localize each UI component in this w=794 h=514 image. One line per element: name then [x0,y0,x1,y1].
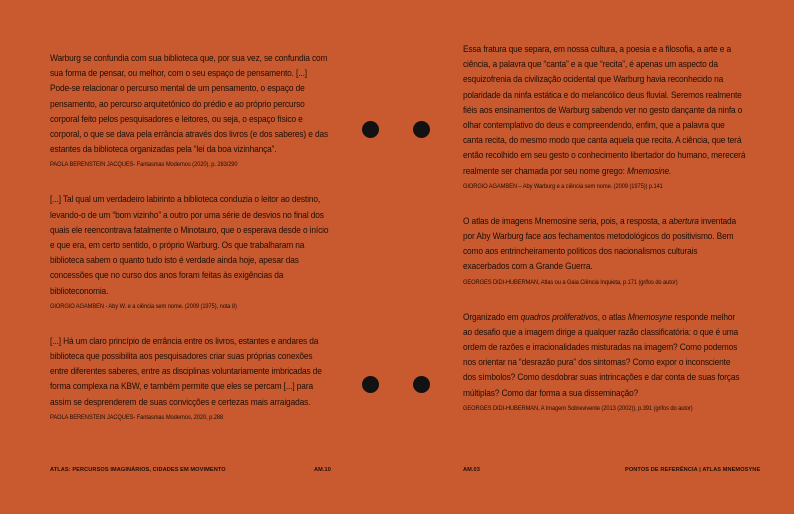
quote-citation: PAOLA BERENSTEIN JACQUES- Fantasmas Modernos (2020), p. 283/290 [50,161,238,169]
quote-block-1 [50,51,332,170]
right-page [397,0,794,514]
binding-hole-icon [362,376,379,393]
quote-block-3 [463,310,747,414]
right-column [463,42,747,436]
quote-block-2 [50,192,332,311]
quote-text: O atlas de imagens Mnemosine seria, pois, a resposta, a abertura inventada por Aby Warburg face aos fechamentos metodológicos do positivismo. Bem como aos entrincheiramento políticos dos nacionalismos culturais exacerbados com a Grande Guerra. [463,215,737,272]
page-number-right: AM.03 [463,467,480,473]
quote-text: Essa fratura que separa, em nossa cultura, a poesia e a filosofia, a arte e a ciência, a palavra que “canta” e a que “recita”, é apenas um aspecto da esquizofrenia da civilização ocidental que Warburg havia reconhecido na polaridade da ninfa estática e do melancólico deus fluvial. Seremos realmente fiéis aos ensinamentos de Warburg sabendo ver no gesto dançante da ninfa o olhar contemplativo do deus e compreendendo, enfim, que a palavra que canta recita, do mesmo modo que canta aquela que recita. A ciência, que terá então recolhido em seu gesto o conhecimento libertador do humano, merecerá realmente ser chamada por seu nome grego: Mnemosine. [463,44,746,176]
quote-citation: GEORGES DIDI-HUBERMAN, Atlas ou a Gaia Ciência Inquieta, p.171 (grifos do autor) [463,278,678,286]
quote-text: [...] Tal qual um verdadeiro labirinto a biblioteca conduzia o leitor ao destino, levando-o de um “bom vizinho” a outro por uma série de desvios no final dos quais ele reencontrava fatalmente o Minotauro, que o esperava desde o início e que era, em certo sentido, o próprio Warburg. Os que trabalharam na biblioteca sabem o quanto tudo isto é verdade ainda hoje, apesar das concessões que no curso dos anos foram feitas às exigências da biblioteconomia. [50,194,329,296]
quote-block-3 [50,334,332,423]
quote-citation: GIORGIO AGAMBEN - Aby W. e a ciência sem nome. (2009 (1975), nota 8) [50,302,237,310]
quote-citation: GIORGIO AGAMBEN – Aby Warburg e a ciência sem nome. (2009 (1975)) p.141 [463,182,663,190]
quote-text: Warburg se confundia com sua biblioteca que, por sua vez, se confundia com sua forma de pensar, ou melhor, com o seu espaço de pensamento. [...] Pode-se relacionar o percurso mental de um pensamento, o espaço de pensamento, ao percurso arquitetônico do prédio e ao próprio percurso corporal feito pelos pesquisadores e leitores, ou seja, o espaço físico e corporal, o que se dava pela errância através dos livros (e dos saberes) e das estantes da biblioteca organizadas pela “lei da boa vizinhança”. [50,53,329,155]
quote-text: [...] Há um claro princípio de errância entre os livros, estantes e andares da biblioteca que possibilita aos pesquisadores criar suas próprias conexões entre diferentes saberes, entre as disciplinas voluntariamente imbricadas de forma complexa na KBW, e também permite que eles se percam [...] para assim se desprenderem de suas convicções e certezas mais arraigadas. [50,335,322,407]
quote-citation: GEORGES DIDI-HUBERMAN, A Imagem Sobrevivente (2013 (2002)), p.391 (grifos do autor) [463,404,693,412]
quote-block-2 [463,214,747,288]
binding-hole-icon [362,121,379,138]
quote-text: Organizado em quadros proliferativos, o atlas Mnemosyne responde melhor ao desafio que a imagem dirige a qualquer razão classificatória: o que é uma ordem de razões e irracionalidades misturadas na imagem? Como podemos nos orientar na “desrazão pura” dos sintomas? Como expor o inconsciente dos símbolos? Como desdobrar suas intrincações e dar conta de suas forças múltiplas? Como dar forma a sua disseminação? [463,311,740,398]
running-header-right: PONTOS DE REFERÊNCIA | ATLAS MNEMOSYNE [625,467,761,473]
quote-block-1 [463,42,747,192]
running-header-left: ATLAS: PERCURSOS IMAGINÁRIOS, CIDADES EM MOVIMENTO [50,467,226,473]
left-column [50,51,332,445]
quote-citation: PAOLA BERENSTEIN JACQUES- Fantasmas Modernos, 2020, p.288 [50,413,224,421]
page-number-left: AM.10 [314,467,331,473]
